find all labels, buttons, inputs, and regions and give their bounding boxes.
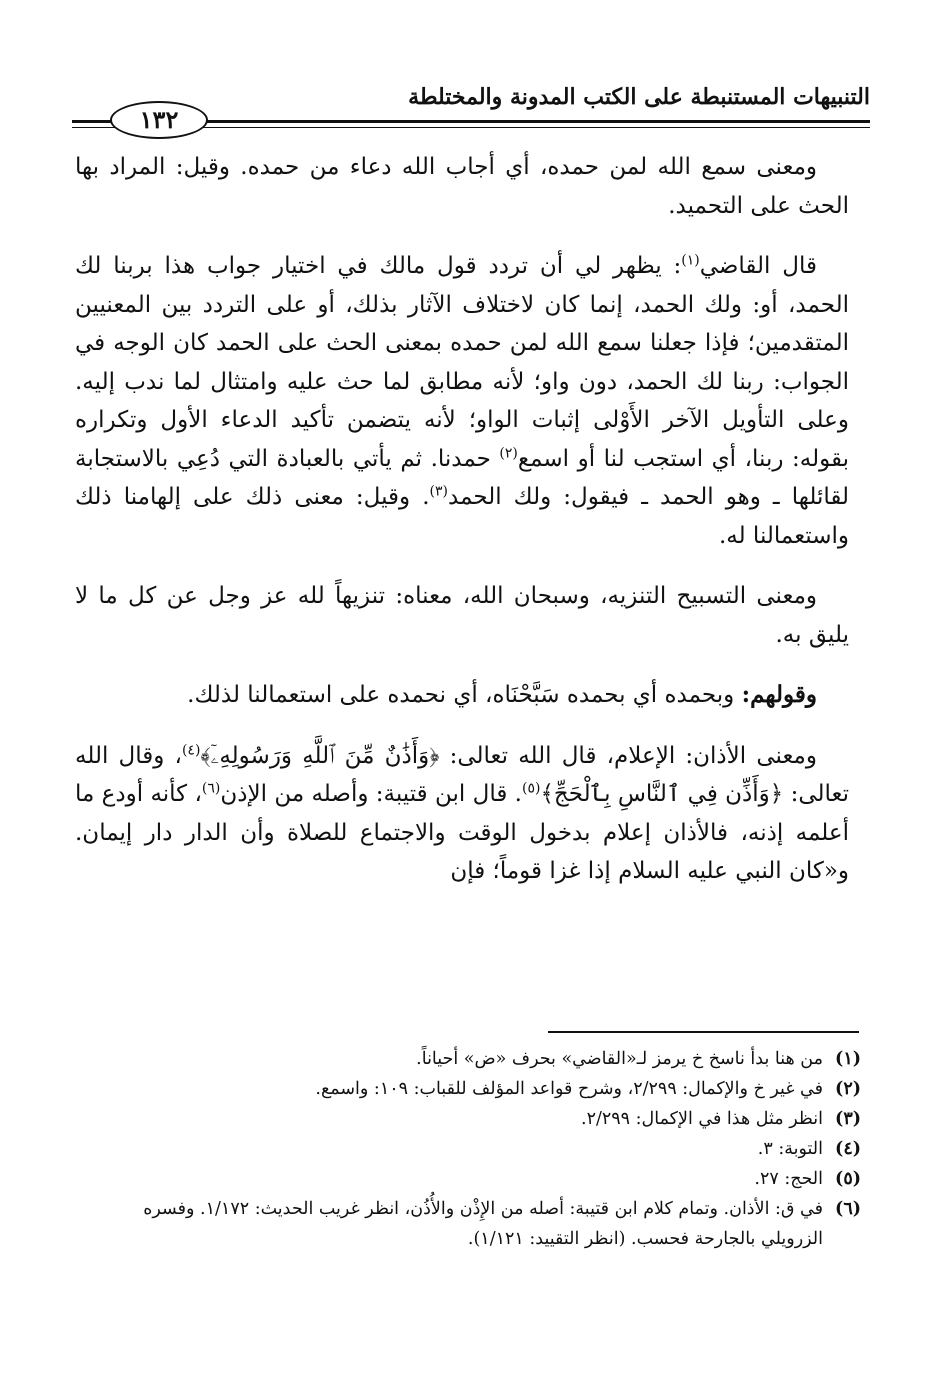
footnote-number: (١) bbox=[835, 1049, 861, 1069]
paragraph-text: قال القاضي bbox=[699, 253, 817, 279]
footnote bbox=[77, 1074, 861, 1104]
paragraph-tasbih bbox=[75, 577, 849, 654]
paragraph-text: وبحمده أي بحمده سَبَّحْنَاه، أي نحمده على استعمالنا لذلك. bbox=[187, 682, 742, 708]
footnote-text: الحج: ٢٧. bbox=[754, 1169, 823, 1189]
page-header bbox=[72, 70, 870, 140]
footnote-ref[interactable]: (٦) bbox=[201, 780, 221, 797]
footnote-number: (٥) bbox=[835, 1169, 861, 1189]
paragraph-sami-allah bbox=[75, 148, 849, 225]
paragraph-adhan bbox=[75, 737, 849, 891]
footnote-ref[interactable]: (٤) bbox=[181, 741, 201, 758]
footnote bbox=[77, 1134, 861, 1164]
paragraph-text: . وقيل: معنى ذلك على إلهامنا ذلك واستعمالنا له. bbox=[75, 484, 849, 549]
paragraph-bihamdih bbox=[75, 676, 849, 715]
paragraph-text: ومعنى سمع الله لمن حمده، أي أجاب الله دعاء من حمده. وقيل: المراد بها الحث على التحميد. bbox=[75, 154, 849, 219]
footnote bbox=[77, 1164, 861, 1194]
paragraph-lead: وقولهم: bbox=[741, 681, 817, 708]
footnote-ref[interactable]: (١) bbox=[681, 252, 700, 269]
paragraph-qadi bbox=[75, 247, 849, 555]
footnote-text: انظر مثل هذا في الإكمال: ٢/٢٩٩. bbox=[580, 1109, 823, 1129]
footnotes bbox=[77, 1044, 861, 1254]
footnote-number: (٤) bbox=[835, 1139, 861, 1159]
paragraph-text: حمدنا. ثم يأتي بالعبادة التي دُعِي بالاستجابة لقائلها ـ وهو الحمد ـ فيقول: ولك الحمد bbox=[75, 445, 850, 510]
footnote-ref[interactable]: (٣) bbox=[429, 483, 448, 500]
footnote-ref[interactable]: (٢) bbox=[499, 444, 518, 461]
paragraph-text: ومعنى التسبيح التنزيه، وسبحان الله، معناه: تنزيهاً لله عز وجل عن كل ما لا يليق به. bbox=[75, 583, 849, 648]
footnote-text: التوبة: ٣. bbox=[757, 1139, 823, 1159]
footnote-text: في ق: الأذان. وتمام كلام ابن قتيبة: أصله من الإِذْن والأُذُن، انظر غريب الحديث: ١/١٧٢. وفسره الزرويلي بالجارحة فحسب. (انظر التقييد: ١/١٢١). bbox=[143, 1199, 823, 1249]
paragraph-text: ، كأنه أودع ما أعلمه إذنه، فالأذان إعلام بدخول الوقت والاجتماع للصلاة وأن الدار دار إيمان. و«كان النبي عليه السلام إذا غزا قوماً؛ فإن bbox=[75, 781, 849, 884]
footnote-number: (٦) bbox=[835, 1199, 861, 1219]
footnote-number: (٣) bbox=[835, 1109, 861, 1129]
footnote bbox=[77, 1044, 861, 1074]
paragraph-text: : يظهر لي أن تردد قول مالك في اختيار جواب هذا بربنا لك الحمد، أو: ولك الحمد، إنما كان لاختلاف الآثار بذلك، أو على التردد بين المعنيين المتقدمين؛ فإذا جعلنا سمع الله لمن حمده بمعنى الحث على الحمد كان الوجه في الجواب: ربنا لك الحمد، دون واو؛ لأنه مطابق لما حث عليه وامتثال لما ندب إليه. وعلى التأويل الآخر الأَوْلى إثبات الواو؛ لأنه يتضمن تأكيد الدعاء الأول وتكراره بقوله: ربنا، أي استجب لنا أو اسمع bbox=[75, 253, 849, 472]
paragraph-text: ومعنى الأذان: الإعلام، قال الله تعالى: ﴿وَأَذَٰنٌ مِّنَ ٱللَّهِ وَرَسُولِهِۦٓ﴾ bbox=[200, 742, 817, 769]
running-title: التنبيهات المستنبطة على الكتب المدونة والمختلطة bbox=[408, 84, 870, 110]
footnote bbox=[77, 1104, 861, 1134]
paragraph-text: . قال ابن قتيبة: وأصله من الإذن bbox=[220, 781, 522, 807]
footnote bbox=[77, 1194, 861, 1254]
main-text bbox=[75, 148, 849, 891]
footnote-text: في غير خ والإكمال: ٢/٢٩٩، وشرح قواعد المؤلف للقباب: ١٠٩: واسمع. bbox=[315, 1079, 823, 1099]
footnote-ref[interactable]: (٥) bbox=[521, 780, 541, 797]
paragraph-text: ، وقال الله تعالى: ﴿وَأَذِّن فِي ٱلنَّاسِ بِٱلْحَجِّ﴾ bbox=[75, 742, 850, 807]
footnote-separator bbox=[548, 1031, 859, 1033]
footnote-text: من هنا بدأ ناسخ خ يرمز لـ«القاضي» بحرف «ض» أحياناً. bbox=[416, 1049, 823, 1069]
footnote-number: (٢) bbox=[835, 1079, 861, 1099]
page-number: ١٣٢ bbox=[110, 101, 208, 139]
